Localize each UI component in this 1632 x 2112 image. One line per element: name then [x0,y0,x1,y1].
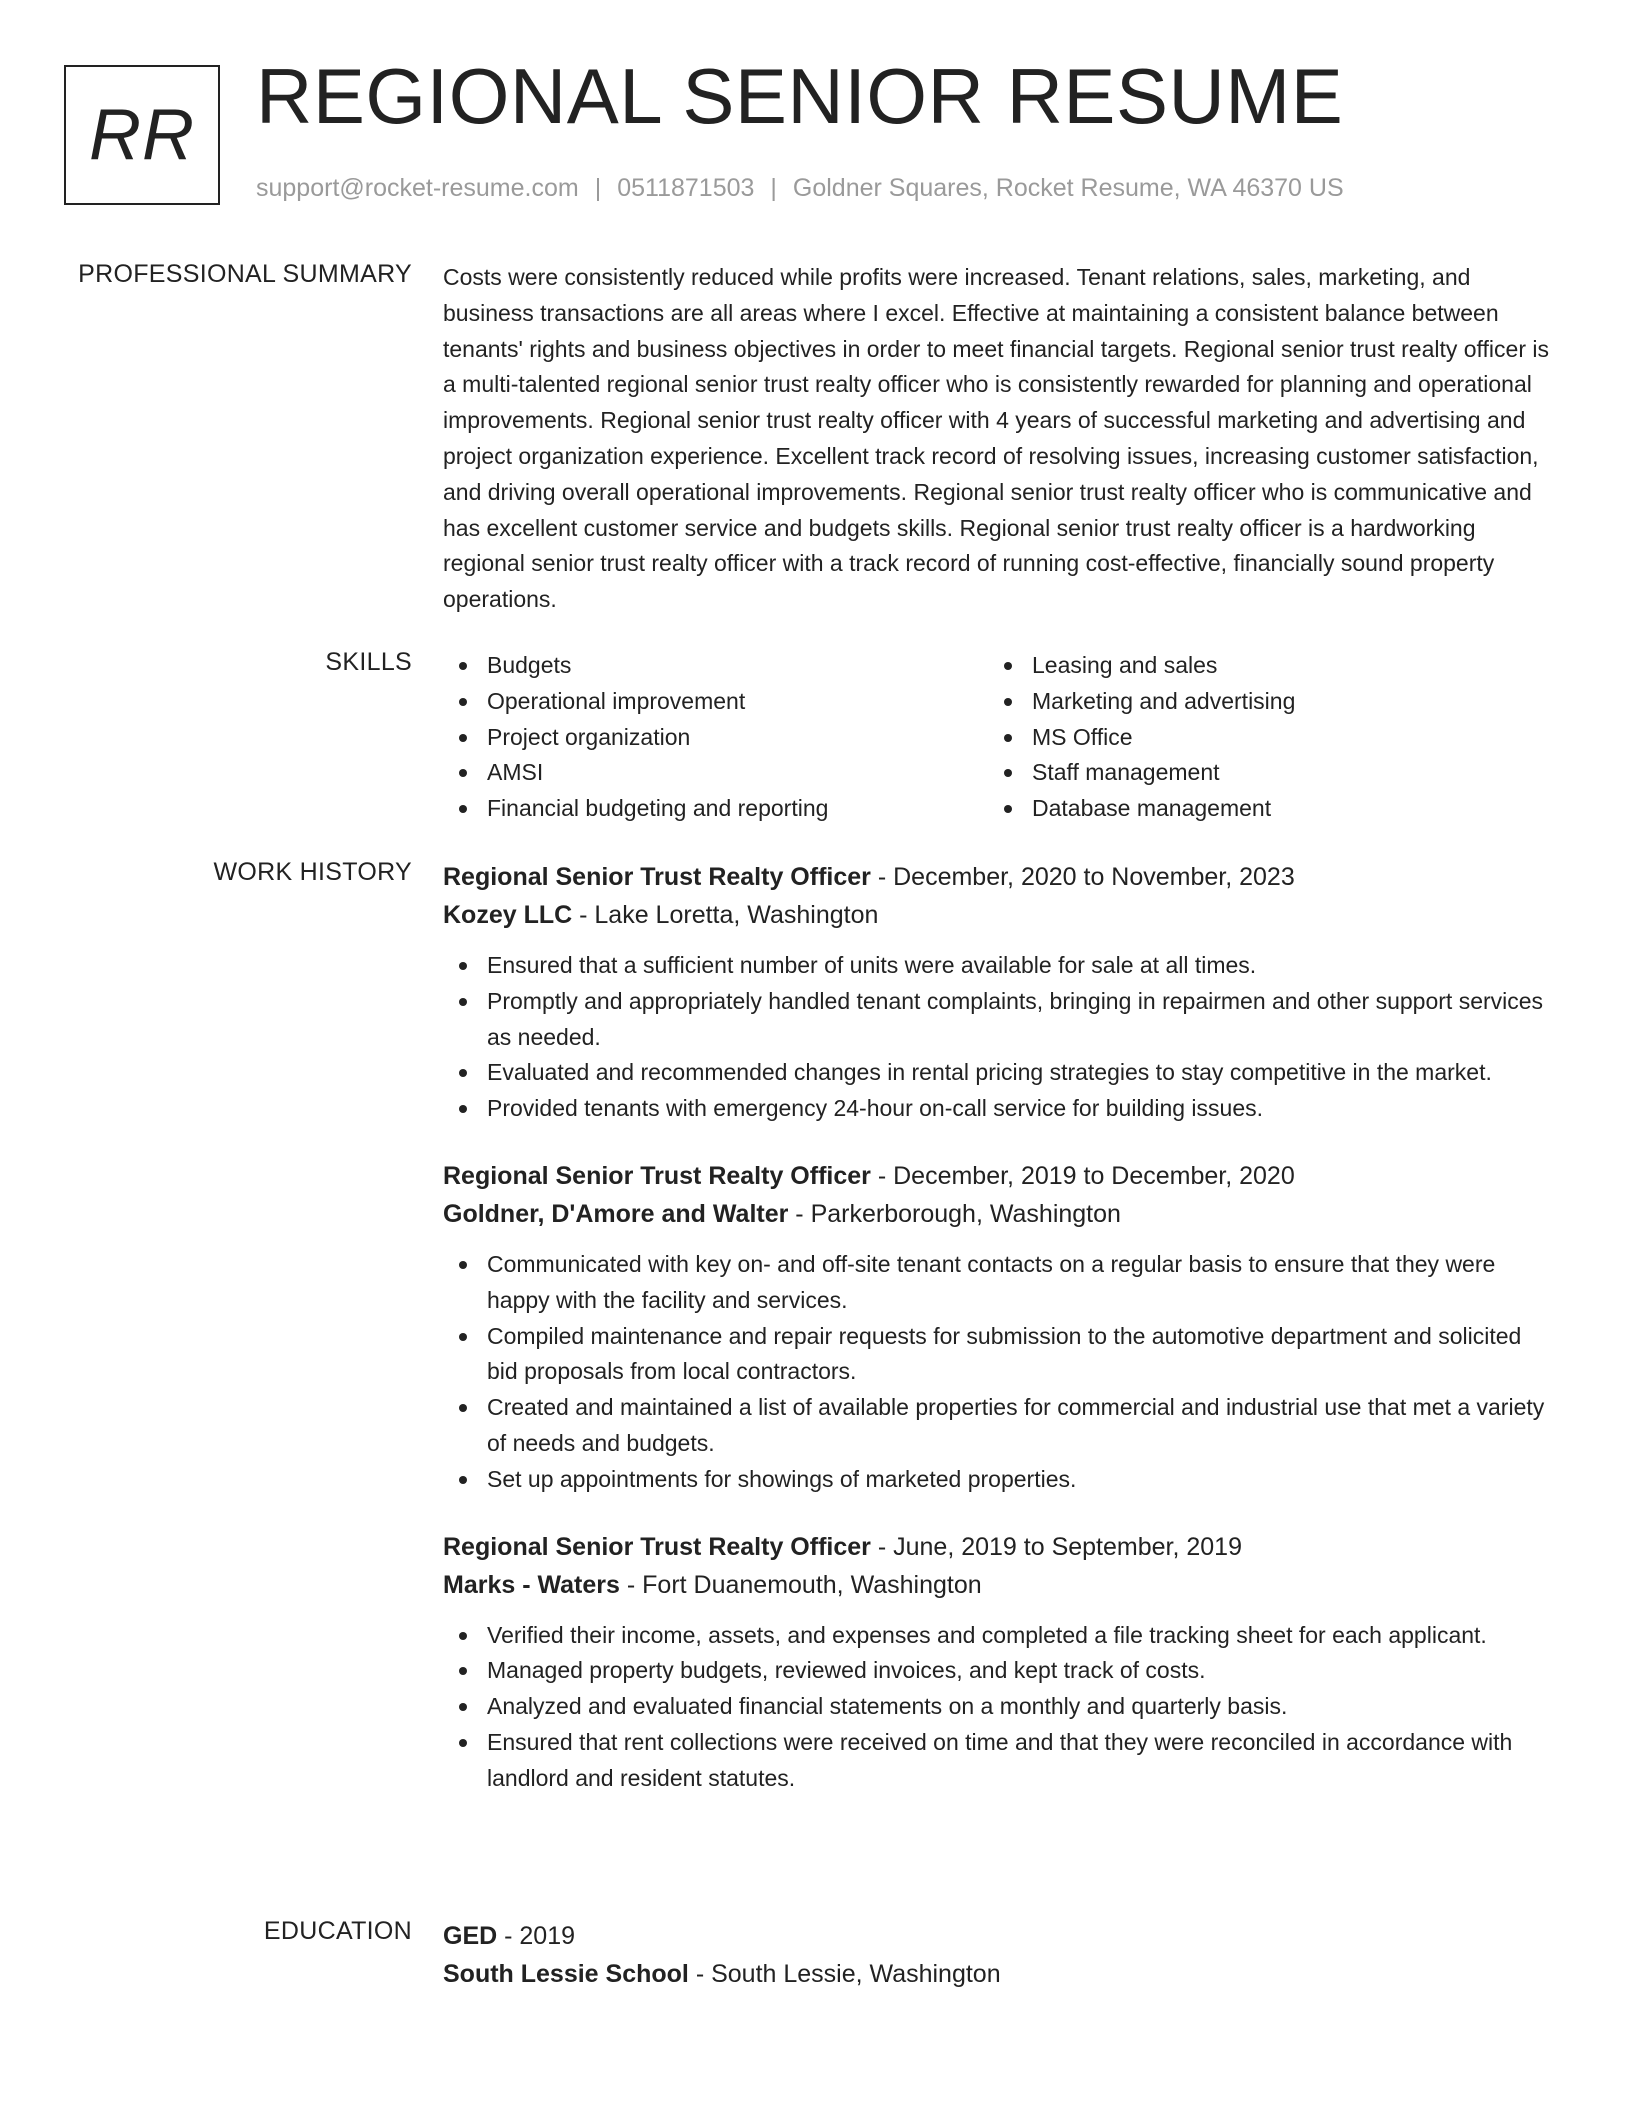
skill-item: Financial budgeting and reporting [443,791,988,827]
education-school: South Lessie School [443,1960,689,1988]
job-dates: - December, 2019 to December, 2020 [870,1161,1295,1190]
skill-item: Operational improvement [443,684,988,720]
job-bullet: Compiled maintenance and repair requests for submission to the automotive department and solicited bid proposals from local contractors. [443,1319,1558,1391]
job-role-line [443,858,1558,896]
job-role: Regional Senior Trust Realty Officer [443,1161,871,1190]
contact-separator: | [770,174,777,202]
job-bullet: Provided tenants with emergency 24-hour on-call service for building issues. [443,1091,1558,1127]
education-degree-line [443,1917,1558,1955]
section-title-work-history: WORK HISTORY [213,858,412,886]
section-title-skills: SKILLS [325,648,412,676]
job-role: Regional Senior Trust Realty Officer [443,863,871,891]
job-company: Kozey LLC [443,901,573,929]
job-company-line [443,1566,1558,1604]
job-location: - Fort Duanemouth, Washington [619,1570,982,1599]
job-dates: - June, 2019 to September, 2019 [870,1532,1242,1561]
contact-phone[interactable]: 0511871503 [617,174,755,202]
skill-item: MS Office [988,720,1533,756]
summary-text: Costs were consistently reduced while profits were increased. Tenant relations, sales, marketing, and business transactions are all areas where I excel. Effective at maintaining a consistent balance between tenants' rights and business objectives in order to meet financial targets. Regional senior trust realty officer is a multi-talented regional senior trust realty officer who is consistently rewarded for planning and operational improvements. Regional senior trust realty officer with 4 years of successful marketing and advertising and project organization experience. Excellent track record of resolving issues, increasing customer satisfaction, and driving overall operational improvements. Regional senior trust realty officer who is communicative and has excellent customer service and budgets skills. Regional senior trust realty officer is a hardworking regional senior trust realty officer with a track record of running cost-effective, financially sound property operations. [443,264,1549,613]
skill-item: Leasing and sales [988,648,1533,684]
job-location: - Parkerborough, Washington [788,1199,1121,1228]
skills-list [443,648,1558,827]
skill-item: AMSI [443,755,988,791]
job-entry [443,858,1558,1127]
job-bullet: Promptly and appropriately handled tenant complaints, bringing in repairmen and other support services as needed. [443,984,1558,1056]
contact-line [256,174,1344,203]
job-bullets [443,1618,1558,1797]
skill-item: Marketing and advertising [988,684,1533,720]
education-year: - 2019 [497,1922,576,1950]
job-entry [443,1528,1558,1797]
job-entry [443,1157,1558,1498]
job-location: - Lake Loretta, Washington [572,901,879,929]
job-bullet: Created and maintained a list of available properties for commercial and industrial use that met a variety of needs and budgets. [443,1390,1558,1462]
resume-title: REGIONAL SENIOR RESUME [256,52,1344,140]
contact-email[interactable]: support@rocket-resume.com [256,174,579,202]
job-bullet: Set up appointments for showings of marketed properties. [443,1462,1558,1498]
job-role: Regional Senior Trust Realty Officer [443,1532,871,1561]
skill-item: Budgets [443,648,988,684]
monogram-logo: RR [64,65,220,205]
contact-separator: | [594,174,602,202]
job-bullets [443,948,1558,1127]
job-bullet: Ensured that rent collections were received on time and that they were reconciled in accordance with landlord and resident statutes. [443,1725,1558,1797]
job-role-line [443,1157,1558,1195]
skill-item: Project organization [443,720,988,756]
skill-item: Staff management [988,755,1533,791]
education-location: - South Lessie, Washington [688,1960,1001,1988]
job-bullet: Evaluated and recommended changes in rental pricing strategies to stay competitive in the market. [443,1055,1558,1091]
section-title-summary: PROFESSIONAL SUMMARY [78,260,412,288]
job-company-line [443,896,1558,934]
job-bullet: Verified their income, assets, and expenses and completed a file tracking sheet for each applicant. [443,1618,1558,1654]
job-company: Marks - Waters [443,1570,620,1599]
job-company: Goldner, D'Amore and Walter [443,1199,789,1228]
job-dates: - December, 2020 to November, 2023 [870,863,1295,891]
job-bullet: Analyzed and evaluated financial statements on a monthly and quarterly basis. [443,1689,1558,1725]
job-role-line [443,1528,1558,1566]
job-bullets [443,1247,1558,1498]
education-degree: GED [443,1922,498,1950]
job-bullet: Communicated with key on- and off-site tenant contacts on a regular basis to ensure that they were happy with the facility and services. [443,1247,1558,1319]
job-bullet: Ensured that a sufficient number of units were available for sale at all times. [443,948,1558,984]
section-title-education: EDUCATION [263,1917,412,1945]
job-bullet: Managed property budgets, reviewed invoices, and kept track of costs. [443,1653,1558,1689]
job-company-line [443,1195,1558,1233]
education-school-line [443,1955,1558,1993]
contact-address: Goldner Squares, Rocket Resume, WA 46370 US [792,174,1344,202]
skill-item: Database management [988,791,1533,827]
